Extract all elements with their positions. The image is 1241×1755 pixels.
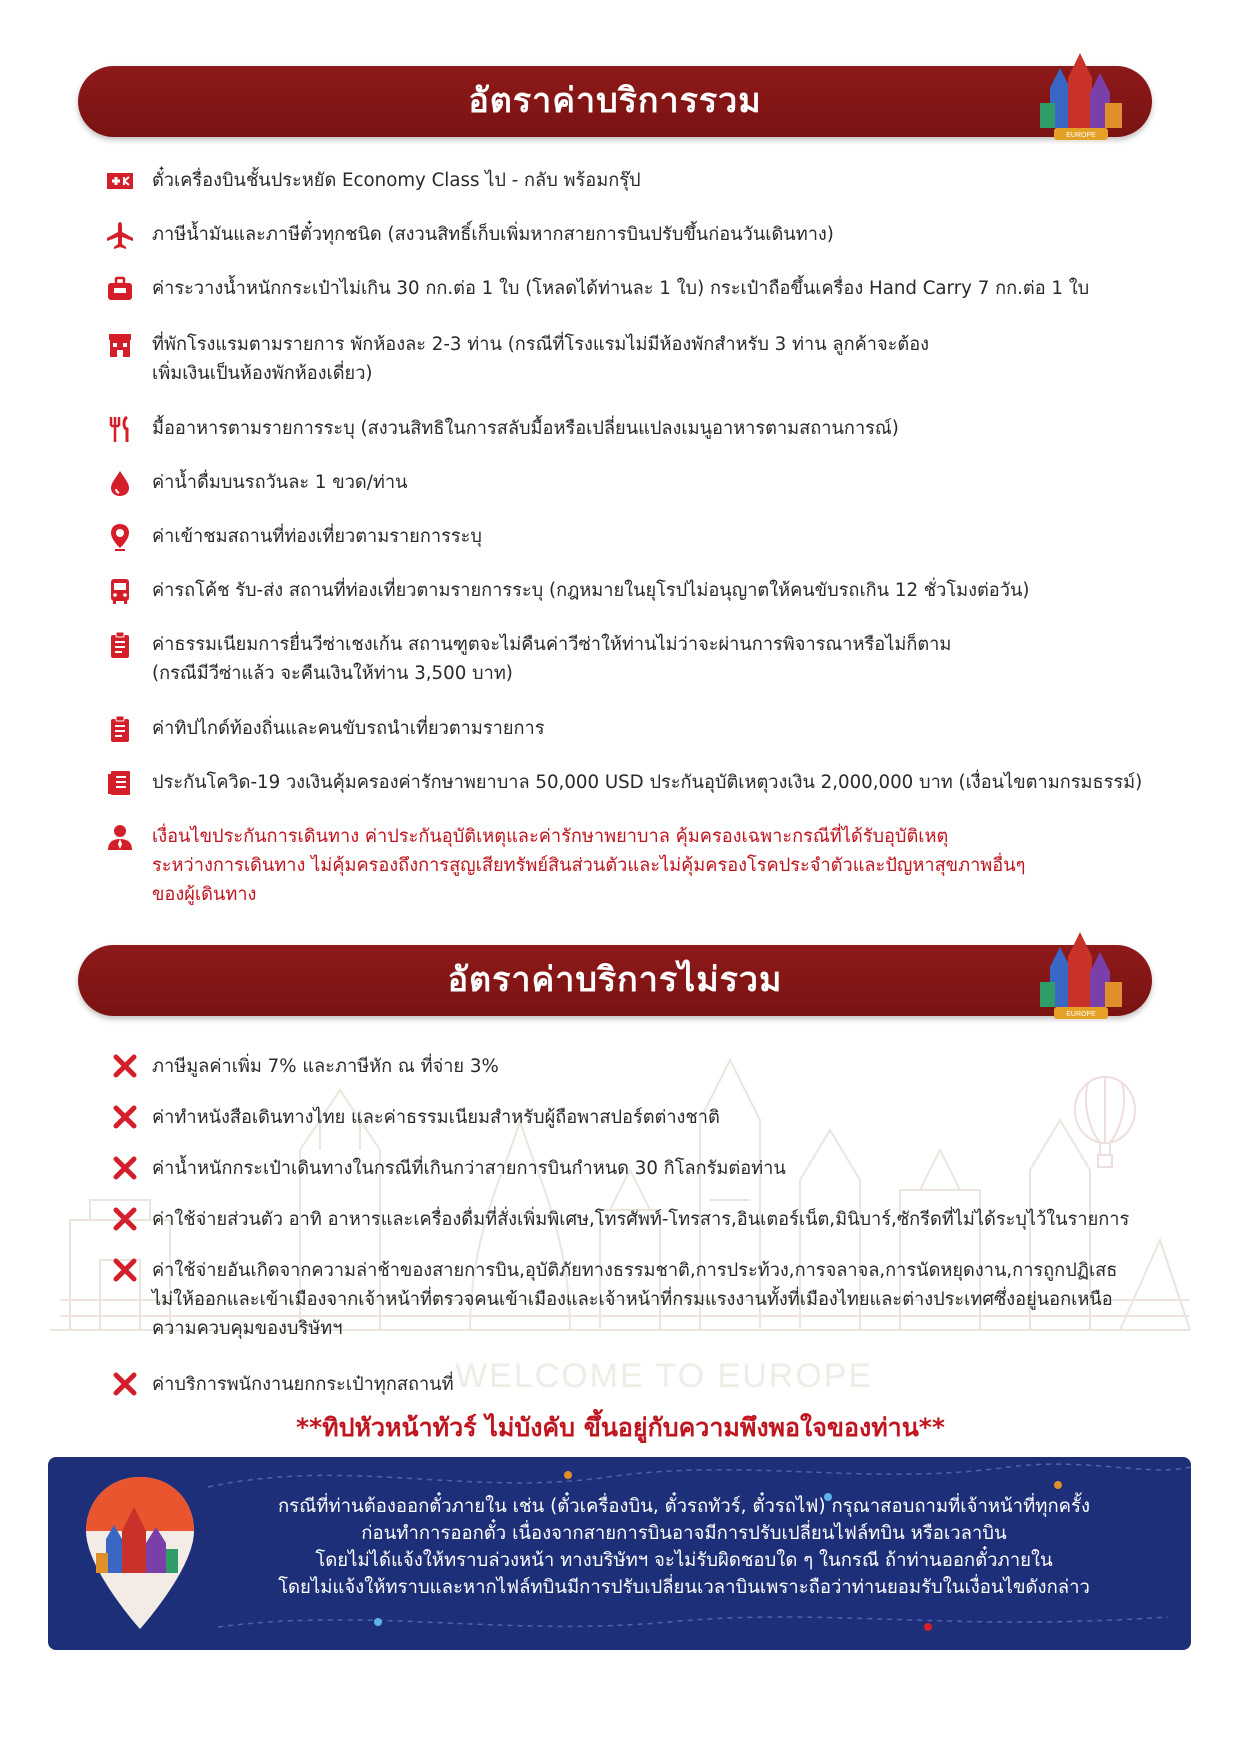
- flag-icon: [105, 166, 135, 196]
- included-section-title: อัตราค่าบริการรวม: [468, 81, 762, 121]
- bus-icon: [105, 576, 135, 606]
- included-item-text: เงื่อนไขประกันการเดินทาง ค่าประกันอุบัติเหตุและค่ารักษาพยาบาล คุ้มครองเฉพาะกรณีที่ได้รับอุบัติเหตุ ระหว่างการเดินทาง ไม่คุ้มครองถึงการสูญเสียทรัพย์สินส่วนตัวและไม่คุ้มครองโรคประจำตัวและปัญหาสุขภาพอื่นๆ ของผู้เดินทาง: [152, 826, 1026, 905]
- cross-icon: [113, 1156, 137, 1180]
- included-item-text: ที่พักโรงแรมตามรายการ พักห้องละ 2-3 ท่าน (กรณีที่โรงแรมไม่มีห้องพักสำหรับ 3 ท่าน ลูกค้าจะต้อง เพิ่มเงินเป็นห้องพักห้องเดี่ยว): [152, 334, 930, 384]
- utensils-icon: [105, 414, 135, 444]
- excluded-item-text: ค่าใช้จ่ายอันเกิดจากความล่าช้าของสายการบิน,อุบัติภัยทางธรรมชาติ,การประท้วง,การจลาจล,การนัดหยุดงาน,การถูกปฏิเสธ ไม่ให้ออกและเข้าเมืองจากเจ้าหน้าที่ตรวจคนเข้าเมืองและเจ้าหน้าที่กรมแรงงานทั้งที่เมืองไทยและต่างประเทศซึ่งอยู่นอกเหนือ ความควบคุมของบริษัทฯ: [152, 1260, 1118, 1339]
- europe-landmarks-illustration: [1030, 927, 1130, 1027]
- cross-icon: [113, 1054, 137, 1078]
- cross-icon: [113, 1105, 137, 1129]
- clipboard-icon: [105, 630, 135, 660]
- cross-icon: [113, 1258, 137, 1282]
- included-item-text: ประกันโควิด-19 วงเงินคุ้มครองค่ารักษาพยาบาล 50,000 USD ประกันอุบัติเหตุวงเงิน 2,000,000 บาท (เงื่อนไขตามกรมธรรม์): [152, 772, 1143, 793]
- location-pin-icon: [105, 522, 135, 552]
- included-item-text: มื้ออาหารตามรายการระบุ (สงวนสิทธิในการสลับมื้อหรือเปลี่ยนแปลงเมนูอาหารตามสถานการณ์): [152, 418, 899, 439]
- document-icon: [105, 768, 135, 798]
- included-item-text: ค่าระวางน้ำหนักกระเป๋าไม่เกิน 30 กก.ต่อ 1 ใบ (โหลดได้ท่านละ 1 ใบ) กระเป๋าถือขึ้นเครื่อง Hand Carry 7 กก.ต่อ 1 ใบ: [152, 278, 1090, 299]
- luggage-icon: [105, 274, 135, 304]
- europe-label: EUROPE: [1066, 1011, 1096, 1018]
- watermark-text: WELCOME TO EUROPE: [455, 1357, 874, 1395]
- airplane-icon: [105, 220, 135, 250]
- person-icon: [105, 822, 135, 852]
- hotel-icon: [105, 330, 135, 360]
- included-item-text: ค่าทิปไกด์ท้องถิ่นและคนขับรถนำเที่ยวตามรายการ: [152, 718, 545, 739]
- excluded-item-text: ค่าทำหนังสือเดินทางไทย และค่าธรรมเนียมสำหรับผู้ถือพาสปอร์ตต่างชาติ: [152, 1107, 720, 1128]
- tip-note: **ทิปหัวหน้าทัวร์ ไม่บังคับ ขึ้นอยู่กับความพึงพอใจของท่าน**: [296, 1413, 945, 1442]
- excluded-item-text: ค่าน้ำหนักกระเป๋าเดินทางในกรณีที่เกินกว่าสายการบินกำหนด 30 กิโลกรัมต่อท่าน: [152, 1158, 786, 1179]
- cross-icon: [113, 1207, 137, 1231]
- europe-landmarks-illustration: [1030, 48, 1130, 148]
- europe-pin-illustration: [82, 1473, 198, 1633]
- notice-text: กรณีที่ท่านต้องออกตั๋วภายใน เช่น (ตั๋วเครื่องบิน, ตั๋วรถทัวร์, ตั๋วรถไฟ) กรุณาสอบถามที่เจ้าหน้าที่ทุกครั้ง ก่อนทำการออกตั๋ว เนื่องจากสายการบินอาจมีการปรับเปลี่ยนไฟล์ทบิน หรือเวลาบิน โดยไม่ได้แจ้งให้ทราบล่วงหน้า ทางบริษัทฯ จะไม่รับผิดชอบใด ๆ ในกรณี ถ้าท่านออกตั๋วภายใน โดยไม่แจ้งให้ทราบและหากไฟล์ทบินมีการปรับเปลี่ยนเวลาบินเพราะถือว่าท่านยอมรับในเงื่อนไขดังกล่าว: [277, 1496, 1091, 1598]
- excluded-section-title: อัตราค่าบริการไม่รวม: [447, 960, 783, 1000]
- excluded-item-text: ค่าใช้จ่ายส่วนตัว อาทิ อาหารและเครื่องดื่มที่สั่งเพิ่มพิเศษ,โทรศัพท์-โทรสาร,อินเตอร์เน็ต,มินิบาร์,ซักรีดที่ไม่ได้ระบุไว้ในรายการ: [152, 1209, 1130, 1230]
- cross-icon: [113, 1372, 137, 1396]
- clipboard-icon: [105, 714, 135, 744]
- included-section-header: [78, 66, 1152, 137]
- excluded-section-header: [78, 945, 1152, 1016]
- included-item-text: ค่ารถโค้ช รับ-ส่ง สถานที่ท่องเที่ยวตามรายการระบุ (กฎหมายในยุโรปไม่อนุญาตให้คนขับรถเกิน 12 ชั่วโมงต่อวัน): [152, 580, 1030, 601]
- excluded-item-text: ค่าบริการพนักงานยกกระเป๋าทุกสถานที่: [152, 1374, 454, 1395]
- notice-box: [48, 1457, 1191, 1650]
- included-item-text: ตั๋วเครื่องบินชั้นประหยัด Economy Class ไป - กลับ พร้อมกรุ๊ป: [152, 170, 641, 191]
- europe-label: EUROPE: [1066, 132, 1096, 139]
- included-item-text: ค่าเข้าชมสถานที่ท่องเที่ยวตามรายการระบุ: [152, 526, 482, 547]
- included-item-text: ค่าน้ำดื่มบนรถวันละ 1 ขวด/ท่าน: [152, 472, 408, 493]
- included-item-text: ค่าธรรมเนียมการยื่นวีซ่าเชงเก้น สถานฑูตจะไม่คืนค่าวีซ่าให้ท่านไม่ว่าจะผ่านการพิจารณาหรือไม่ก็ตาม (กรณีมีวีซ่าแล้ว จะคืนเงินให้ท่าน 3,500 บาท): [152, 634, 952, 684]
- excluded-item-text: ภาษีมูลค่าเพิ่ม 7% และภาษีหัก ณ ที่จ่าย 3%: [152, 1056, 499, 1077]
- water-drop-icon: [105, 468, 135, 498]
- included-item-text: ภาษีน้ำมันและภาษีตั๋วทุกชนิด (สงวนสิทธิ์เก็บเพิ่มหากสายการบินปรับขึ้นก่อนวันเดินทาง): [152, 224, 834, 245]
